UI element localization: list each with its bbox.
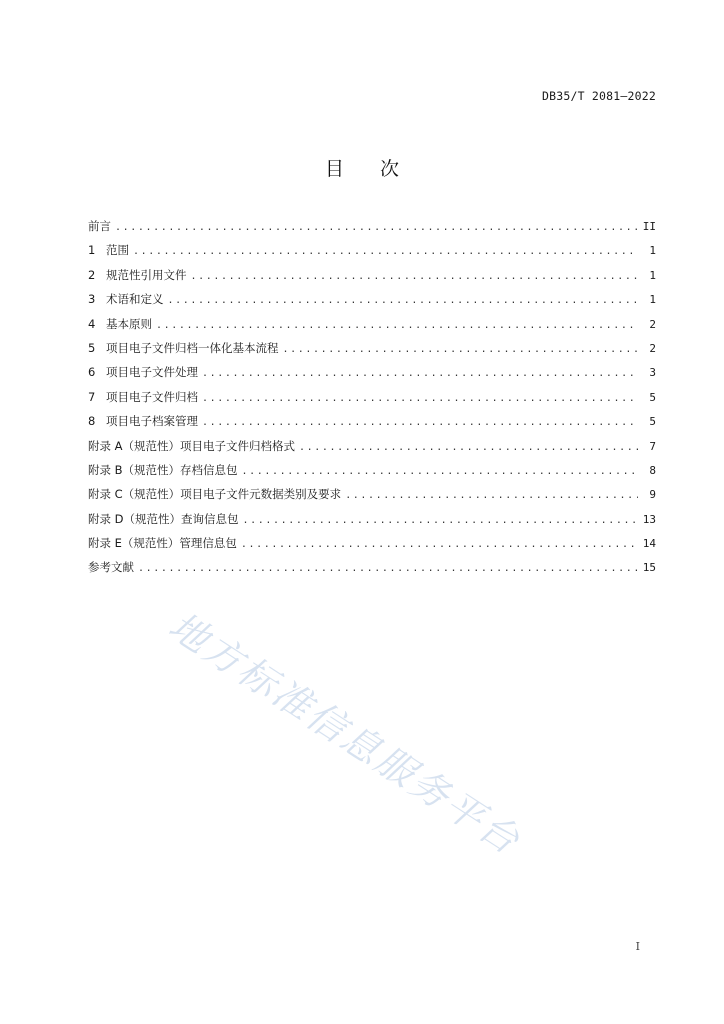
dot-leader (243, 515, 638, 526)
dot-leader (202, 417, 638, 428)
toc-entry-3[interactable] (88, 291, 656, 315)
toc-entry-page: 14 (642, 537, 656, 551)
toc-entry-number: 1 (88, 243, 96, 258)
toc-entry-label: 规范性引用文件 (106, 267, 187, 282)
document-code: DB35/T 2081—2022 (542, 89, 656, 103)
toc-entry-7[interactable] (88, 389, 656, 413)
toc-entry-5[interactable] (88, 340, 656, 364)
title-char-1: 目 (324, 158, 344, 180)
footer-page-number: I (635, 940, 640, 953)
dot-leader (299, 442, 638, 453)
toc-entry-label: 项目电子文件归档格式 (180, 438, 296, 453)
dot-leader (115, 222, 638, 233)
watermark: 地方标准信息服务平台 (161, 603, 529, 864)
toc-entry-page: 15 (642, 561, 656, 575)
toc-entry-label: 术语和定义 (106, 292, 164, 307)
page-title (0, 154, 724, 181)
toc-entry-number: 6 (88, 365, 96, 380)
toc-entry-page: 2 (649, 317, 656, 331)
toc-entry-page: 5 (649, 390, 656, 404)
toc-entry-label: 存档信息包 (180, 462, 238, 477)
toc-entry-label: 管理信息包 (179, 536, 237, 551)
toc-entry-label: 项目电子文件元数据类别及要求 (180, 487, 342, 502)
dot-leader (202, 368, 638, 379)
toc-entry-number: 7 (88, 389, 96, 404)
toc-entry-number: 2 (88, 267, 96, 282)
toc-entry-page: II (642, 220, 656, 233)
toc-entry-page: 3 (649, 366, 656, 380)
toc-entry-foreword[interactable] (88, 218, 656, 242)
toc-entry-page: 8 (649, 463, 656, 477)
toc-entry-page: 1 (649, 244, 656, 258)
table-of-contents (88, 218, 656, 584)
toc-entry-label: 查询信息包 (181, 511, 239, 526)
dot-leader (283, 344, 639, 355)
toc-entry-annex-c[interactable] (88, 486, 656, 510)
toc-entry-page: 5 (649, 415, 656, 429)
toc-entry-number: 5 (88, 340, 96, 355)
dot-leader (168, 295, 639, 306)
toc-entry-label: 基本原则 (106, 316, 152, 331)
dot-leader (138, 563, 638, 574)
toc-entry-page: 1 (649, 293, 656, 307)
title-char-2: 次 (380, 158, 400, 180)
toc-entry-page: 2 (649, 341, 656, 355)
toc-entry-page: 7 (649, 439, 656, 453)
toc-annex-prefix: 附录 E（规范性） (88, 536, 180, 551)
toc-annex-prefix: 附录 B（规范性） (88, 462, 181, 477)
toc-entry-2[interactable] (88, 267, 656, 291)
toc-entry-6[interactable] (88, 364, 656, 388)
toc-entry-4[interactable] (88, 316, 656, 340)
dot-leader (202, 393, 638, 404)
toc-entry-label: 项目电子文件处理 (106, 365, 198, 380)
toc-annex-prefix: 附录 D（规范性） (88, 511, 182, 526)
toc-entry-page: 1 (649, 268, 656, 282)
dot-leader (241, 539, 638, 550)
toc-entry-label: 项目电子文件归档一体化基本流程 (106, 340, 279, 355)
dot-leader (345, 490, 638, 501)
toc-entry-number: 3 (88, 292, 96, 307)
toc-entry-8[interactable] (88, 413, 656, 437)
toc-annex-prefix: 附录 C（规范性） (88, 487, 181, 502)
toc-entry-label: 参考文献 (88, 560, 134, 575)
toc-entry-label: 项目电子文件归档 (106, 389, 198, 404)
toc-annex-prefix: 附录 A（规范性） (88, 438, 181, 453)
toc-entry-annex-d[interactable] (88, 511, 656, 535)
toc-entry-annex-b[interactable] (88, 462, 656, 486)
toc-entry-number: 8 (88, 414, 96, 429)
toc-entry-label: 前言 (88, 219, 111, 233)
toc-entry-page: 13 (642, 512, 656, 526)
toc-entry-references[interactable] (88, 559, 656, 583)
toc-entry-label: 项目电子档案管理 (106, 414, 198, 429)
toc-entry-number: 4 (88, 316, 96, 331)
toc-entry-annex-e[interactable] (88, 535, 656, 559)
toc-entry-label: 范围 (106, 243, 129, 258)
toc-entry-annex-a[interactable] (88, 438, 656, 462)
dot-leader (191, 271, 639, 282)
toc-entry-page: 9 (649, 488, 656, 502)
toc-entry-1[interactable] (88, 242, 656, 266)
dot-leader (242, 466, 638, 477)
dot-leader (156, 320, 638, 331)
dot-leader (133, 246, 638, 257)
